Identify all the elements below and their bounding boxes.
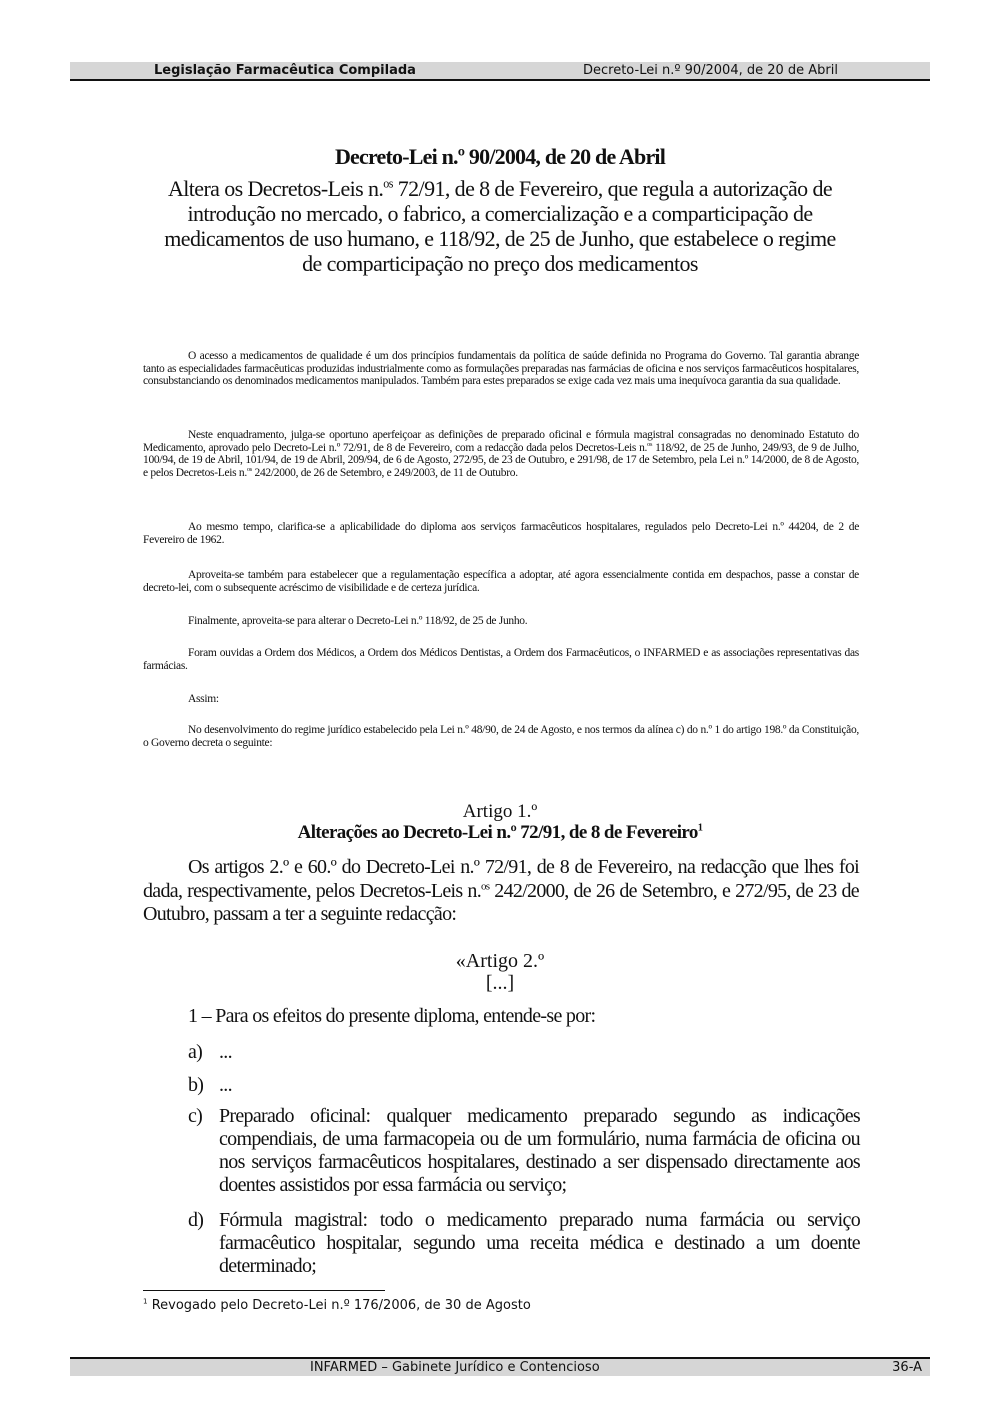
subtitle-text-1: Altera os Decretos-Leis n. [167, 176, 384, 201]
preamble-paragraph-5: Finalmente, aproveita-se para alterar o Decreto-Lei n.º 118/92, de 25 de Junho. [188, 615, 528, 627]
footnote [143, 1298, 531, 1313]
list-item-text: ... [219, 1074, 232, 1096]
list-item [188, 1209, 860, 1278]
header-title: Legislação Farmacêutica Compilada [154, 63, 416, 78]
list-item [188, 1074, 860, 1097]
page-footer [70, 1357, 930, 1376]
article-1-label: Artigo 1.º [462, 801, 538, 822]
list-item-label: d) [188, 1209, 204, 1231]
page-header [70, 62, 930, 81]
footnote-reference: 1 [697, 822, 703, 834]
preamble-paragraph-3: Ao mesmo tempo, clarifica-se a aplicabilidade do diploma aos serviços farmacêuticos hospitalares, regulados pelo Decreto-Lei n.º 44204, de 2 de Fevereiro de 1962. [143, 521, 859, 546]
list-item-text: Fórmula magistral: todo o medicamento preparado numa farmácia ou serviço farmacêutico hospitalar, segundo uma receita médica e destinado a um doente determinado; [219, 1209, 860, 1277]
list-item-label: c) [188, 1105, 203, 1127]
document-title: Decreto-Lei n.º 90/2004, de 20 de Abril [334, 144, 666, 169]
footnote-divider [143, 1290, 385, 1291]
preamble-paragraph-7: Assim: [188, 693, 219, 705]
subtitle-text-2: 72/91, de 8 de Fevereiro, que regula a autorização de introdução no mercado, o fabrico, a comercialização e a comparticipação de medicamentos de uso humano, e 118/92, de 25 de Junho, que estabelece o regime de comparticipação no preço dos medicamentos [164, 176, 836, 276]
quoted-intro: 1 – Para os efeitos do presente diploma, entende-se por: [188, 1005, 596, 1027]
preamble-paragraph-6: Foram ouvidas a Ordem dos Médicos, a Ordem dos Médicos Dentistas, a Ordem dos Farmacêuticos, o INFARMED e as associações representativas das farmácias. [143, 647, 859, 672]
preamble-paragraph-8: No desenvolvimento do regime jurídico estabelecido pela Lei n.º 48/90, de 24 de Agosto, e nos termos da alínea c) do n.º 1 do artigo 198.º da Constituição, o Governo decreta o seguinte: [143, 724, 859, 749]
list-item-label: b) [188, 1074, 204, 1096]
footnote-text: Revogado pelo Decreto-Lei n.º 176/2006, de 30 de Agosto [151, 1298, 531, 1313]
header-document-ref: Decreto-Lei n.º 90/2004, de 20 de Abril [583, 63, 839, 78]
preamble-paragraph-1: O acesso a medicamentos de qualidade é um dos princípios fundamentais da política de saúde definida no Programa do Governo. Tal garantia abrange tanto as especialidades farmacêuticas produzidas industrialmente como as formulações preparadas nas farmácias de oficina e nos serviços farmacêuticos hospitalares, consubstanciando os denominados medicamentos manipulados. Também para estes preparados se exige cada vez mais uma inequívoca garantia da sua qualidade. [143, 350, 859, 388]
article-1-body: Os artigos 2.º e 60.º do Decreto-Lei n.º 72/91, de 8 de Fevereiro, na redacção que lhes foi dada, respectivamente, pelos Decretos-Leis n.$^{os}$ 242/2000, de 26 de Setembro, e 272/95, de 23 de Outubro, passam a ter a seguinte redacção: [143, 856, 859, 925]
list-item [188, 1041, 860, 1064]
preamble-paragraph-2: Neste enquadramento, julga-se oportuno aperfeiçoar as definições de preparado oficinal e fórmula magistral consagradas no denominado Estatuto do Medicamento, aprovado pelo Decreto-Lei n.º 72/91, de 8 de Fevereiro, com a redacção dada pelos Decretos-Leis n.$^{os}$ 118/92, de 25 de Junho, 249/93, de 9 de Julho, 100/94, de 19 de Abril, 101/94, de 19 de Abril, 209/94, de 6 de Agosto, 272/95, de 23 de Outubro, e 291/98, de 17 de Setembro, pela Lei n.º 14/2000, de 8 de Agosto, e pelos Decretos-Leis n.$^{os}$ 242/2000, de 26 de Setembro, e 249/2003, de 11 de Outubro. [143, 429, 859, 479]
article-1-title: Alterações ao Decreto-Lei n.º 72/91, de 8 de Fevereiro$^1$ [297, 822, 703, 843]
subtitle-superscript: os [383, 176, 393, 191]
list-item [188, 1105, 860, 1197]
preamble-paragraph-4: Aproveita-se também para estabelecer que a regulamentação específica a adoptar, até agora essencialmente contida em despachos, passe a constar de decreto-lei, com o subsequente acréscimo de visibilidade e de certeza jurídica. [143, 569, 859, 594]
page-number: 36-A [892, 1360, 922, 1375]
list-item-label: a) [188, 1041, 203, 1063]
quoted-article-ellipsis: [...] [485, 972, 515, 994]
document-subtitle [160, 176, 840, 276]
footnote-mark: 1 [143, 1296, 148, 1306]
list-item-text: ... [219, 1041, 232, 1063]
quoted-article-label: «Artigo 2.º [455, 950, 545, 972]
footer-organization: INFARMED – Gabinete Jurídico e Contencioso [310, 1360, 600, 1375]
list-item-text: Preparado oficinal: qualquer medicamento preparado segundo as indicações compendiais, de uma farmacopeia ou de um formulário, numa farmácia de oficina ou nos serviços farmacêuticos hospitalares, destinado a ser dispensado directamente aos doentes assistidos por essa farmácia ou serviço; [219, 1105, 860, 1196]
